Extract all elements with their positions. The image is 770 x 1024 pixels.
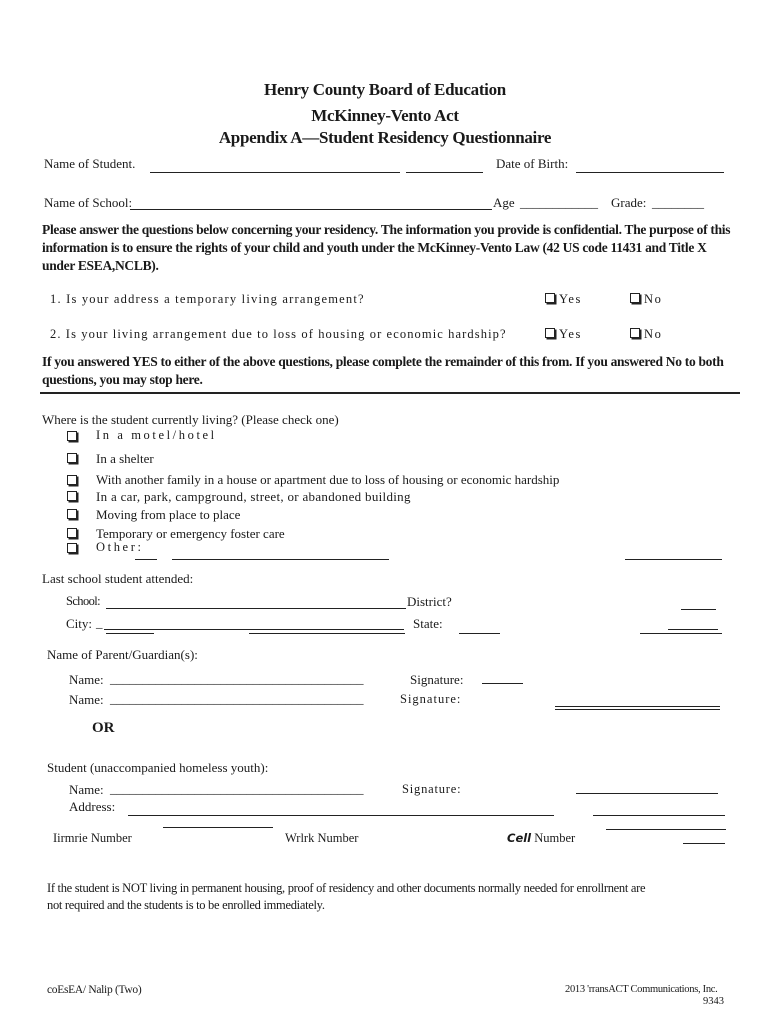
form-title: Henry County Board of Education xyxy=(264,80,506,99)
option-shelter-checkbox[interactable] xyxy=(67,453,77,463)
option-car-checkbox[interactable] xyxy=(67,491,77,501)
school-field[interactable] xyxy=(106,608,406,609)
option-shelter: In a shelter xyxy=(96,451,154,466)
option-other: Other: xyxy=(96,540,144,554)
state-field[interactable] xyxy=(459,633,500,634)
or-label: OR xyxy=(92,720,115,736)
city-label: City: xyxy=(66,616,93,631)
option-foster-checkbox[interactable] xyxy=(67,528,77,538)
guardian-signature-1-field[interactable] xyxy=(482,683,523,684)
district-label: District? xyxy=(407,594,452,609)
student-name-field-extra[interactable] xyxy=(406,172,483,173)
guardian-signature-2-field-b[interactable] xyxy=(555,709,720,710)
living-prompt: Where is the student currently living? (Please check one) xyxy=(42,412,339,427)
checkbox-icon[interactable] xyxy=(545,328,555,338)
state-field-extra-b[interactable] xyxy=(640,633,722,634)
footnote: If the student is NOT living in permanent housing, proof of residency and other documents normally needed for enrollrnent are not required and the students is to be enrolled immediately. xyxy=(47,881,646,912)
footer-left: coEsEA/ Nalip (Two) xyxy=(47,984,142,996)
city-field-b[interactable] xyxy=(249,633,405,634)
work-number-label: Wrlrk Number xyxy=(285,831,359,845)
address-field[interactable] xyxy=(128,815,554,816)
student-name-input[interactable]: _______________________________________ xyxy=(110,781,364,796)
school-label: School: xyxy=(66,594,100,608)
date-of-birth-label: Date of Birth: xyxy=(496,156,569,171)
footer-form-number: 9343 xyxy=(703,996,724,1007)
district-field[interactable] xyxy=(681,609,716,610)
guardian-signature-2-field[interactable] xyxy=(555,706,720,707)
address-field-extra-b[interactable] xyxy=(163,827,273,828)
option-foster: Temporary or emergency foster care xyxy=(96,526,285,541)
name-of-school-label: Name of School: xyxy=(44,195,133,210)
option-other-checkbox[interactable] xyxy=(67,543,77,553)
city-blank: _ xyxy=(96,615,103,630)
address-field-extra-c[interactable] xyxy=(606,829,726,830)
checkbox-icon[interactable] xyxy=(630,328,640,338)
guardian-label: Name of Parent/Guardian(s): xyxy=(47,647,198,662)
guardian-name-2-label: Name: xyxy=(69,692,104,707)
question-2: 2. Is your living arrangement due to loss of housing or economic hardship? xyxy=(50,327,507,341)
address-label: Address: xyxy=(69,799,116,814)
question-1-yes[interactable]: Yes xyxy=(545,292,582,307)
instructions: Please answer the questions below concerning your residency. The information you provide is confidential. The purpose of this information is to ensure the rights of your child and youth under the McKinney-Vento Law (42 US code 11431 and Title X under ESEA,NCLB). xyxy=(42,222,731,273)
guardian-name-2-field[interactable]: _______________________________________ xyxy=(110,691,364,706)
option-car: In a car, park, campground, street, or abandoned building xyxy=(96,489,411,504)
student-label: Student (unaccompanied homeless youth): xyxy=(47,760,269,775)
guardian-name-1-label: Name: xyxy=(69,672,104,687)
student-signature-field[interactable] xyxy=(576,793,718,794)
guardian-signature-2-label: Signature: xyxy=(400,692,462,706)
option-moving-checkbox[interactable] xyxy=(67,509,77,519)
other-field-b[interactable] xyxy=(172,559,389,560)
date-of-birth-field[interactable] xyxy=(576,172,724,173)
question-2-no[interactable]: No xyxy=(630,327,662,342)
grade-field[interactable]: ________ xyxy=(652,195,704,210)
name-of-student-label: Name of Student. xyxy=(44,156,136,171)
cell-number-label: Cell Number xyxy=(507,831,576,845)
other-field-c[interactable] xyxy=(625,559,722,560)
city-field[interactable] xyxy=(104,629,404,630)
student-signature-label: Signature: xyxy=(402,782,462,796)
address-field-extra-a[interactable] xyxy=(593,815,725,816)
city-field-a[interactable] xyxy=(106,633,154,634)
act-name: McKinney-Vento Act xyxy=(311,106,459,125)
age-field[interactable]: ____________ xyxy=(520,195,598,210)
appendix-title: Appendix A—Student Residency Questionnaire xyxy=(218,128,552,147)
guardian-signature-1-label: Signature: xyxy=(410,672,464,687)
state-label: State: xyxy=(413,616,443,631)
option-family-checkbox[interactable] xyxy=(67,475,77,485)
guardian-name-1-field[interactable]: _______________________________________ xyxy=(110,671,364,686)
section-divider xyxy=(40,392,740,394)
checkbox-icon[interactable] xyxy=(545,293,555,303)
question-1-no[interactable]: No xyxy=(630,292,662,307)
last-school-label: Last school student attended: xyxy=(42,571,194,586)
age-label: Age xyxy=(493,195,515,210)
other-field-a[interactable] xyxy=(135,559,157,560)
footer-copyright: 2013 'rransACT Communications, Inc. xyxy=(565,984,718,995)
option-motel-checkbox[interactable] xyxy=(67,431,77,441)
cell-number-field[interactable] xyxy=(683,843,725,844)
student-name-field[interactable] xyxy=(150,172,400,173)
question-1: 1. Is your address a temporary living arrangement? xyxy=(50,292,365,306)
checkbox-icon[interactable] xyxy=(630,293,640,303)
option-family: With another family in a house or apartment due to loss of housing or economic hardship xyxy=(96,472,560,487)
grade-label: Grade: xyxy=(611,195,647,210)
home-number-label: Iirmrie Number xyxy=(53,831,132,845)
conditional-note: If you answered YES to either of the above questions, please complete the remainder of this from. If you answered No to both questions, you may stop here. xyxy=(42,354,724,387)
student-name-label: Name: xyxy=(69,782,104,797)
question-2-yes[interactable]: Yes xyxy=(545,327,582,342)
school-name-field[interactable] xyxy=(130,209,492,210)
option-motel: In a motel/hotel xyxy=(96,428,217,442)
state-field-extra-a[interactable] xyxy=(668,629,718,630)
option-moving: Moving from place to place xyxy=(96,507,241,522)
